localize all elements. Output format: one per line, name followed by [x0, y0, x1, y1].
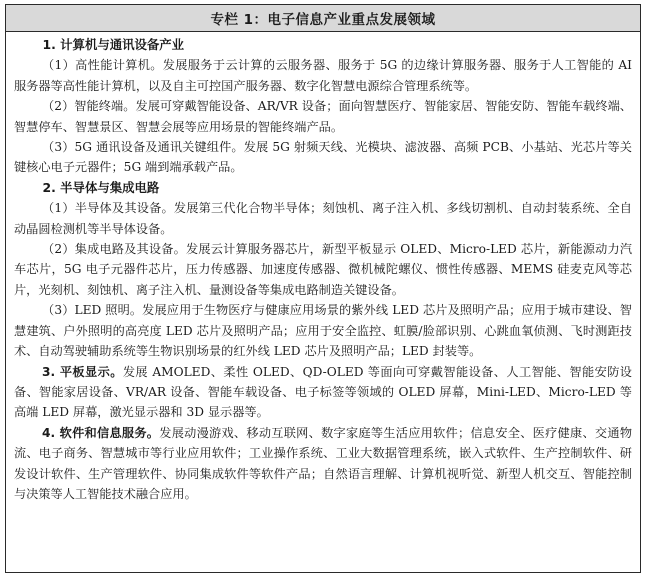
feature-box [5, 4, 641, 573]
section-heading: 2. 半导体与集成电路 [42, 179, 160, 195]
section-heading: 1. 计算机与通讯设备产业 [42, 37, 185, 52]
section-heading-inline: 4. 软件和信息服务。 [42, 425, 160, 440]
section-text: 发展 AMOLED、柔性 OLED、QD-OLED 等面向可穿戴智能设备、人工智能、智能安防设备、智能家居设备、VR/AR 设备、智能车载设备、电子标签等领域的 OLED 屏幕，Mini-LED、Micro-LED 等高端 LED 屏幕，激光显示器和 3D 显示器等。 [14, 364, 632, 420]
box-title: 专栏 1：电子信息产业重点发展领域 [6, 5, 640, 32]
section-paragraph [14, 362, 632, 423]
paragraph: （3）LED 照明。发展应用于生物医疗与健康应用场景的紫外线 LED 芯片及照明产品；应用于城市建设、智慧建筑、户外照明的高亮度 LED 芯片及照明产品；应用于安全监控、虹膜/脸部识别、心跳血氧侦测、飞时测距技术、自动驾驶辅助系统等生物识别场景的红外线 LED 芯片及照明产品；LED 封装等。 [14, 303, 632, 359]
paragraph: （2）智能终端。发展可穿戴智能设备、AR/VR 设备；面向智慧医疗、智能家居、智能安防、智能车载终端、智慧停车、智慧景区、智慧会展等应用场景的智能终端产品。 [14, 99, 632, 134]
paragraph: （3）5G 通讯设备及通讯关键组件。发展 5G 射频天线、光模块、滤波器、高频 PCB、小基站、光芯片等关键核心电子元器件；5G 端到端承载产品。 [14, 140, 632, 175]
paragraph: （1）高性能计算机。发展服务于云计算的云服务器、服务于 5G 的边缘计算服务器、服务于人工智能的 AI 服务器等高性能计算机，以及自主可控国产服务器、数字化智慧电源综合管理系统等。 [14, 58, 632, 93]
paragraph: （2）集成电路及其设备。发展云计算服务器芯片，新型平板显示 OLED、Micro-LED 芯片，新能源动力汽车芯片，5G 电子元器件芯片，压力传感器、加速度传感器、微机械陀螺仪、惯性传感器、MEMS 硅麦克风等芯片，光刻机、刻蚀机、离子注入机、量测设备等集成电路制造关键设备。 [14, 242, 632, 297]
paragraph: （1）半导体及其设备。发展第三代化合物半导体；刻蚀机、离子注入机、多线切割机、自动封装系统、全自动晶圆检测机等半导体设备。 [14, 201, 632, 236]
section-paragraph [14, 423, 632, 505]
section-text: 发展动漫游戏、移动互联网、数字家庭等生活应用软件；信息安全、医疗健康、交通物流、电子商务、智慧城市等行业应用软件；工业操作系统、工业大数据管理系统，嵌入式软件、生产控制软件、研发设计软件、生产管理软件、协同集成软件等软件产品；自然语言理解、计算机视听觉、新型人机交互、智能控制与决策等人工智能技术融合应用。 [14, 425, 633, 501]
box-content [6, 32, 640, 504]
section-heading-inline: 3. 平板显示。 [42, 364, 123, 379]
